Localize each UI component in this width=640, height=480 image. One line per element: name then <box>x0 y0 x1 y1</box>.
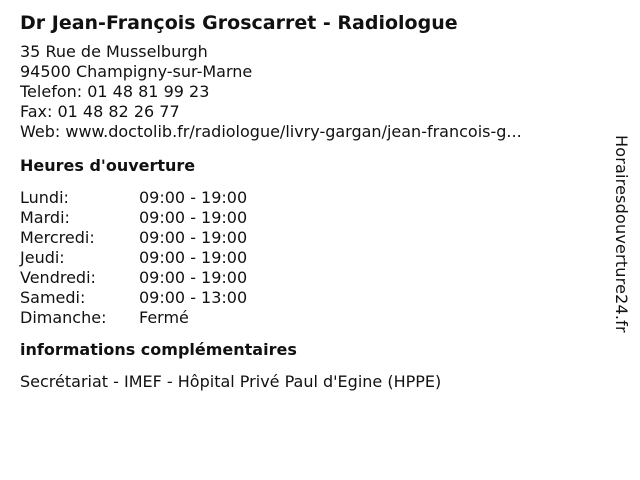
day-label: Vendredi: <box>20 268 96 287</box>
day-label: Samedi: <box>20 288 86 307</box>
day-label: Mercredi: <box>20 228 95 247</box>
hours-value: 09:00 - 19:00 <box>139 268 248 287</box>
opening-hours-list <box>20 188 590 328</box>
contact-details <box>20 42 590 142</box>
opening-hours-heading: Heures d'ouverture <box>20 156 196 175</box>
opening-hours-row <box>20 188 590 208</box>
business-title: Dr Jean-François Groscarret - Radiologue <box>20 12 458 34</box>
hours-value: 09:00 - 19:00 <box>139 228 248 247</box>
day-label: Mardi: <box>20 208 70 227</box>
opening-hours-row <box>20 288 590 308</box>
hours-value: 09:00 - 19:00 <box>139 208 248 227</box>
business-info-card <box>20 10 590 392</box>
site-brand-vertical[interactable]: Horairesdouverture24.fr <box>612 135 631 333</box>
street-address: 35 Rue de Musselburgh <box>20 42 208 61</box>
additional-info-text: Secrétariat - IMEF - Hôpital Privé Paul d'Egine (HPPE) <box>20 372 442 391</box>
additional-info-heading: informations complémentaires <box>20 340 297 359</box>
day-label: Dimanche: <box>20 308 107 327</box>
opening-hours-row <box>20 208 590 228</box>
hours-value: Fermé <box>139 308 189 327</box>
hours-value: 09:00 - 19:00 <box>139 248 248 267</box>
opening-hours-row <box>20 248 590 268</box>
phone-number[interactable]: Telefon: 01 48 81 99 23 <box>20 82 210 101</box>
city-address: 94500 Champigny-sur-Marne <box>20 62 253 81</box>
opening-hours-row <box>20 228 590 248</box>
opening-hours-row <box>20 308 590 328</box>
hours-value: 09:00 - 13:00 <box>139 288 248 307</box>
website-link[interactable]: Web: www.doctolib.fr/radiologue/livry-gargan/jean-francois-g... <box>20 122 522 141</box>
fax-number: Fax: 01 48 82 26 77 <box>20 102 180 121</box>
day-label: Jeudi: <box>20 248 65 267</box>
opening-hours-row <box>20 268 590 288</box>
day-label: Lundi: <box>20 188 69 207</box>
hours-value: 09:00 - 19:00 <box>139 188 248 207</box>
